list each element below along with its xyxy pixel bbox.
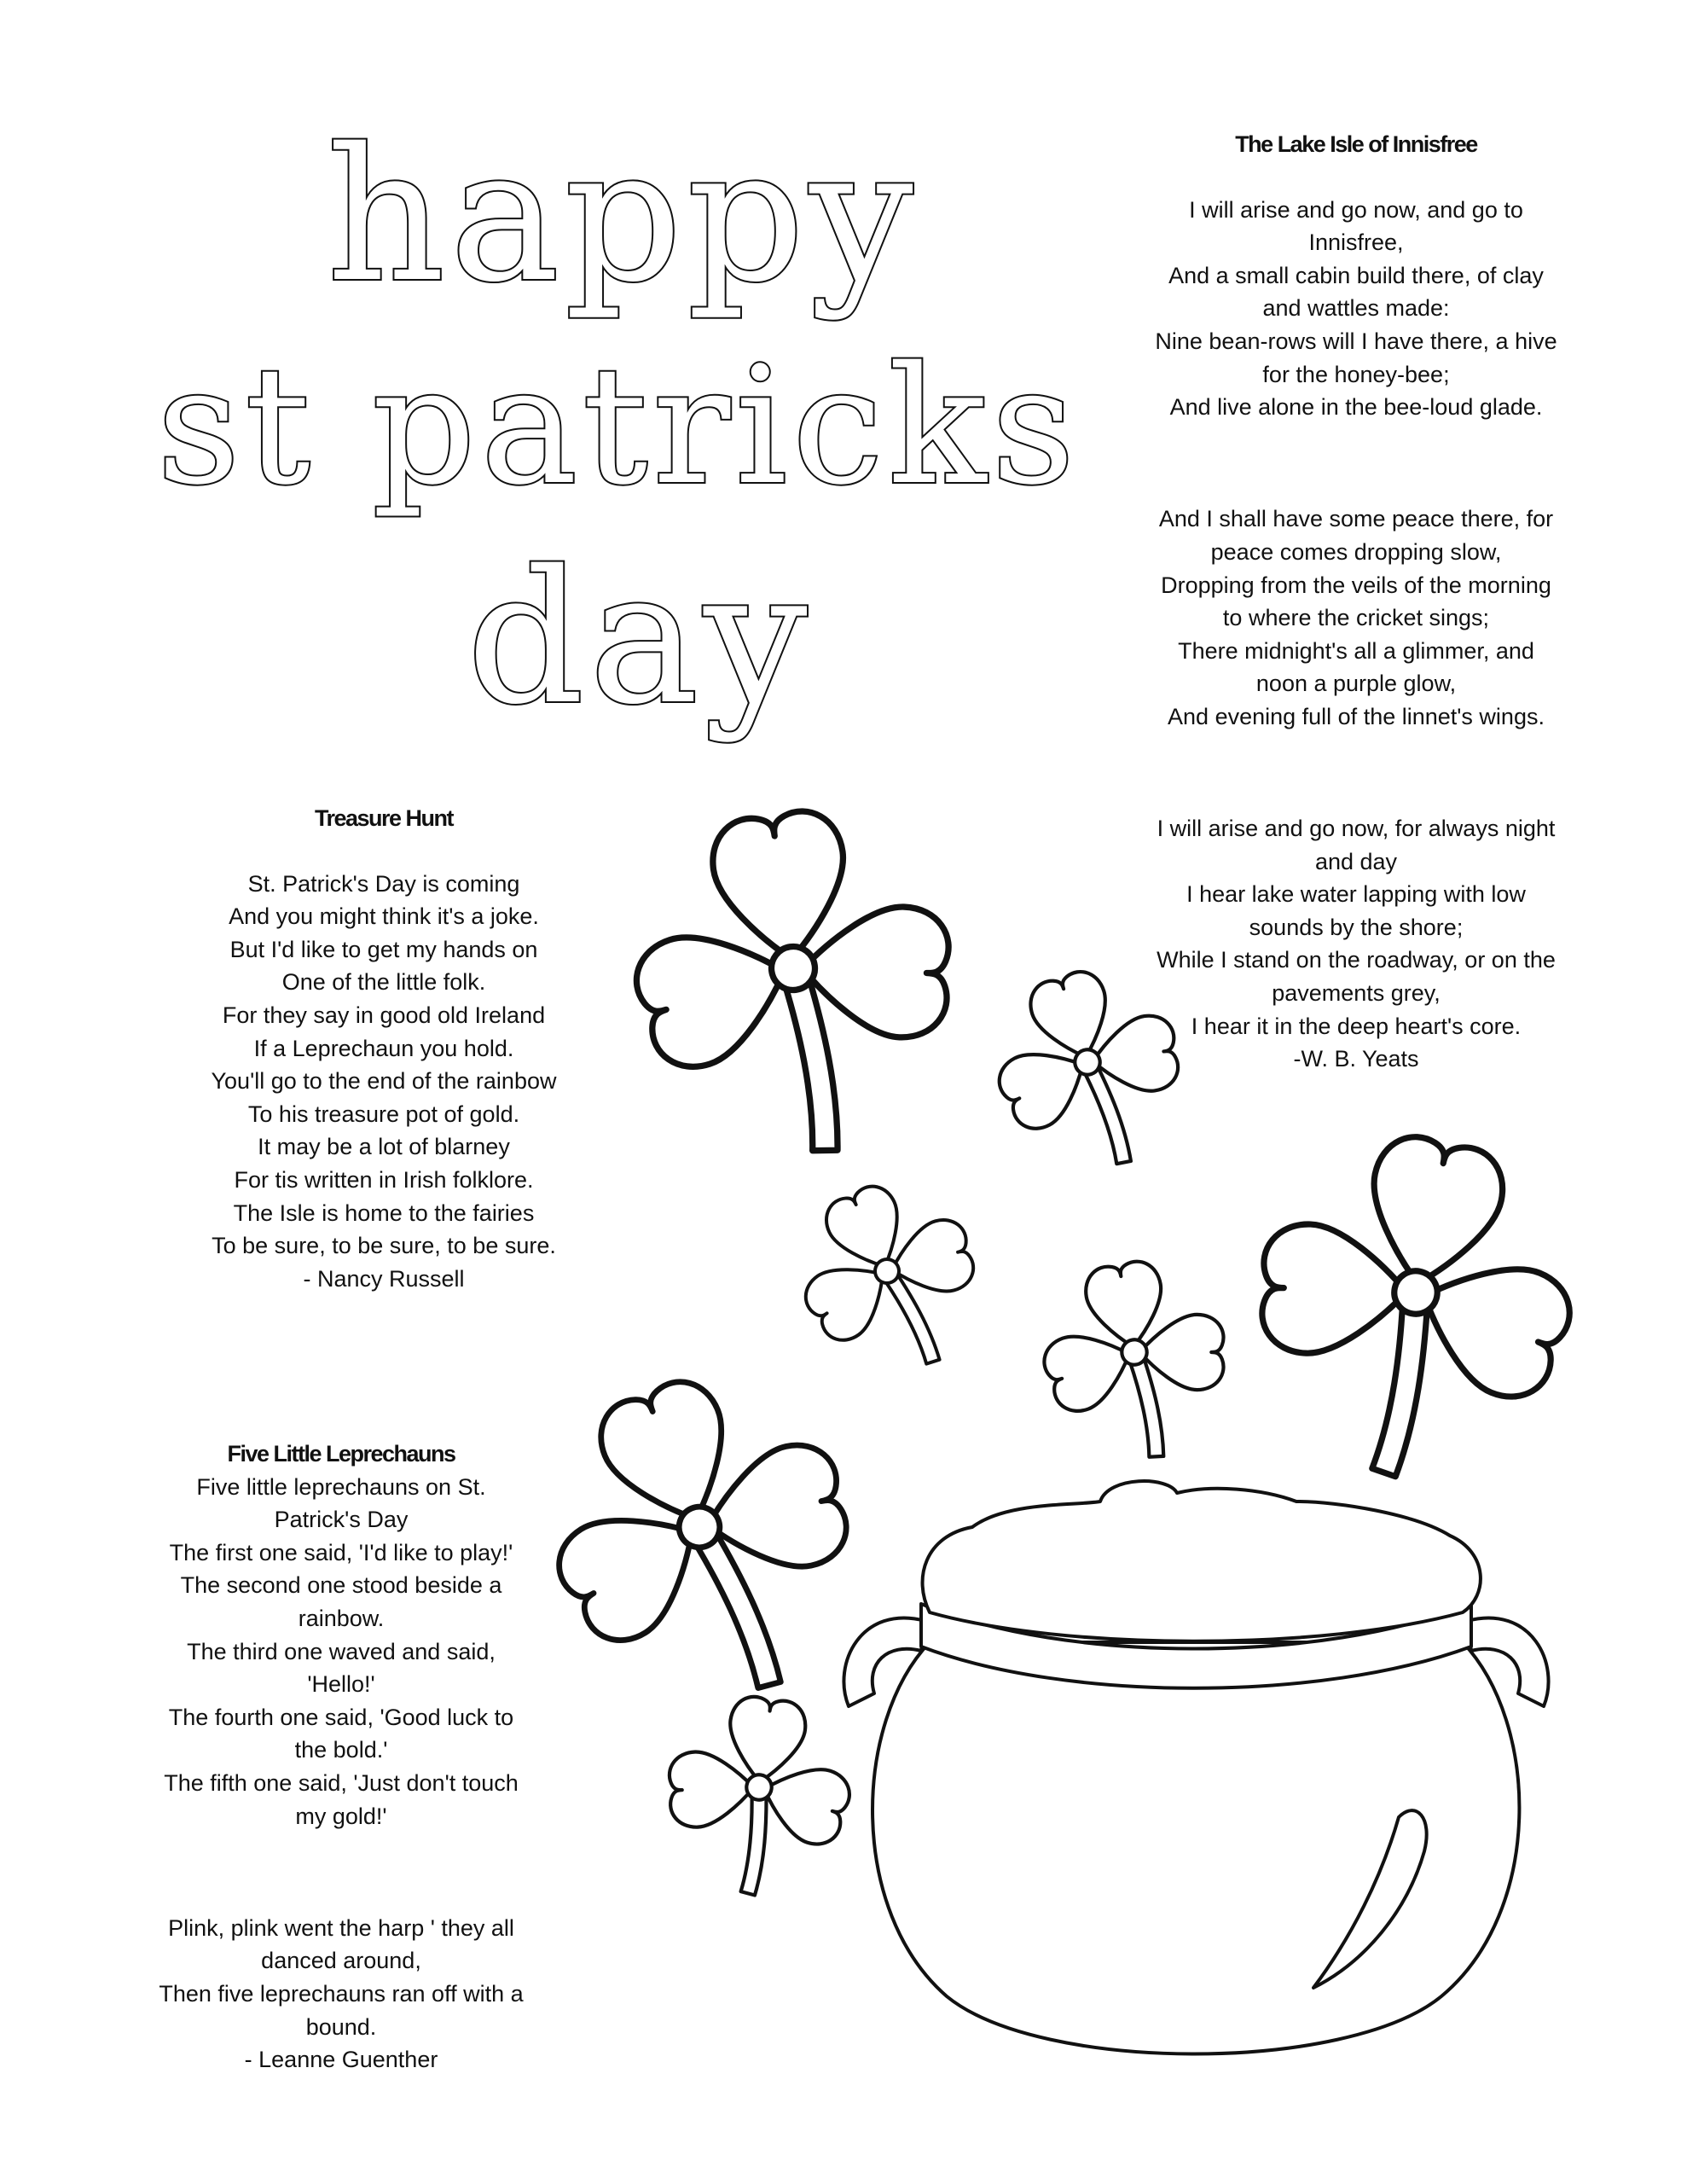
title-happy: happy	[327, 108, 919, 322]
poem-line: While I stand on the roadway, or on the	[1157, 947, 1556, 973]
poem-line: The first one said, 'I'd like to play!'	[169, 1539, 513, 1565]
poem-line: I will arise and go now, for always night	[1157, 816, 1556, 842]
poem-line: And live alone in the bee-loud glade.	[1169, 394, 1543, 421]
poem-line: the bold.'	[294, 1737, 388, 1763]
poem-line: Dropping from the veils of the morning	[1161, 572, 1551, 598]
poem-line: -W. B. Yeats	[1293, 1046, 1419, 1072]
shamrock-icon	[1220, 1109, 1606, 1506]
shamrock-icon	[651, 1686, 865, 1907]
poem-line: The Isle is home to the fairies	[233, 1199, 535, 1226]
poem-line: Then five leprechauns ran off with a	[159, 1980, 524, 2007]
poem-title: Treasure Hunt	[314, 805, 454, 831]
title-st-patricks: st patricks	[156, 332, 1081, 520]
poem-line: peace comes dropping slow,	[1210, 538, 1502, 565]
stanza-break	[1134, 757, 1578, 790]
poem-line: To be sure, to be sure, to be sure.	[212, 1233, 556, 1259]
poem-line: The second one stood beside a	[180, 1572, 502, 1599]
poem-line: Five little leprechauns on St.	[196, 1473, 486, 1500]
poem-line: and wattles made:	[1262, 295, 1450, 322]
poem-line: Innisfree,	[1308, 229, 1404, 256]
poem-line: pavements grey,	[1272, 980, 1441, 1007]
poem-line: - Nancy Russell	[303, 1265, 465, 1292]
poem-line: And you might think it's a joke.	[229, 903, 539, 930]
poem-line: And a small cabin build there, of clay	[1168, 262, 1544, 288]
poem-line: And evening full of the linnet's wings.	[1168, 703, 1545, 729]
stanza-break	[136, 1856, 546, 1889]
poem-line: For they say in good old Ireland	[222, 1002, 546, 1028]
poem-lines	[154, 868, 614, 1296]
pot-of-gold-icon	[844, 1481, 1548, 2053]
poem-line: The third one waved and said,	[187, 1638, 496, 1664]
poem-line: But I'd like to get my hands on	[229, 936, 538, 962]
poem-innisfree	[1134, 128, 1578, 1076]
title-day: day	[467, 531, 813, 745]
poem-treasure-hunt	[154, 802, 614, 1295]
poem-title: Five Little Leprechauns	[227, 1441, 455, 1467]
poem-line: The fourth one said, 'Good luck to	[168, 1704, 514, 1730]
poem-line: sounds by the shore;	[1249, 914, 1464, 940]
poem-line: The fifth one said, 'Just don't touch	[164, 1769, 519, 1796]
poem-line: Patrick's Day	[274, 1507, 409, 1533]
poem-lines	[136, 1471, 546, 2077]
poem-line: bound.	[305, 2013, 377, 2040]
poem-line: To his treasure pot of gold.	[247, 1101, 520, 1127]
poem-line: There midnight's all a glimmer, and	[1178, 637, 1534, 664]
poem-line: danced around,	[261, 1948, 421, 1974]
poem-line: I hear lake water lapping with low	[1186, 881, 1526, 908]
shamrock-icon	[1026, 1248, 1246, 1474]
poem-line: You'll go to the end of the rainbow	[211, 1068, 557, 1095]
poem-line: I hear it in the deep heart's core.	[1191, 1013, 1522, 1039]
poem-title: The Lake Isle of Innisfree	[1235, 131, 1477, 157]
poem-line: Plink, plink went the harp ' they all	[168, 1914, 514, 1941]
poem-line: noon a purple glow,	[1255, 671, 1457, 697]
poem-line: Nine bean-rows will I have there, a hive	[1155, 328, 1557, 354]
poem-line: for the honey-bee;	[1262, 361, 1450, 387]
poem-line: One of the little folk.	[281, 969, 486, 996]
poem-line: my gold!'	[295, 1803, 387, 1829]
poem-lines	[1134, 194, 1578, 1076]
poem-line: 'Hello!'	[307, 1671, 375, 1698]
poem-line: and day	[1314, 848, 1398, 874]
poem-line: I will arise and go now, and go to	[1189, 196, 1523, 223]
poem-line: to where the cricket sings;	[1222, 605, 1490, 631]
poem-line: And I shall have some peace there, for	[1158, 506, 1554, 532]
poem-line: - Leanne Guenther	[244, 2047, 438, 2073]
poem-line: St. Patrick's Day is coming	[247, 870, 520, 897]
poem-line: It may be a lot of blarney	[258, 1134, 510, 1160]
poem-line: If a Leprechaun you hold.	[253, 1035, 514, 1061]
shamrock-icon	[610, 793, 981, 1176]
poem-line: For tis written in Irish folklore.	[234, 1166, 534, 1193]
shamrock-icon	[769, 1156, 1012, 1402]
stanza-break	[1134, 447, 1578, 480]
poem-five-little-leprechauns	[136, 1438, 546, 2077]
poem-line: rainbow.	[298, 1605, 385, 1631]
